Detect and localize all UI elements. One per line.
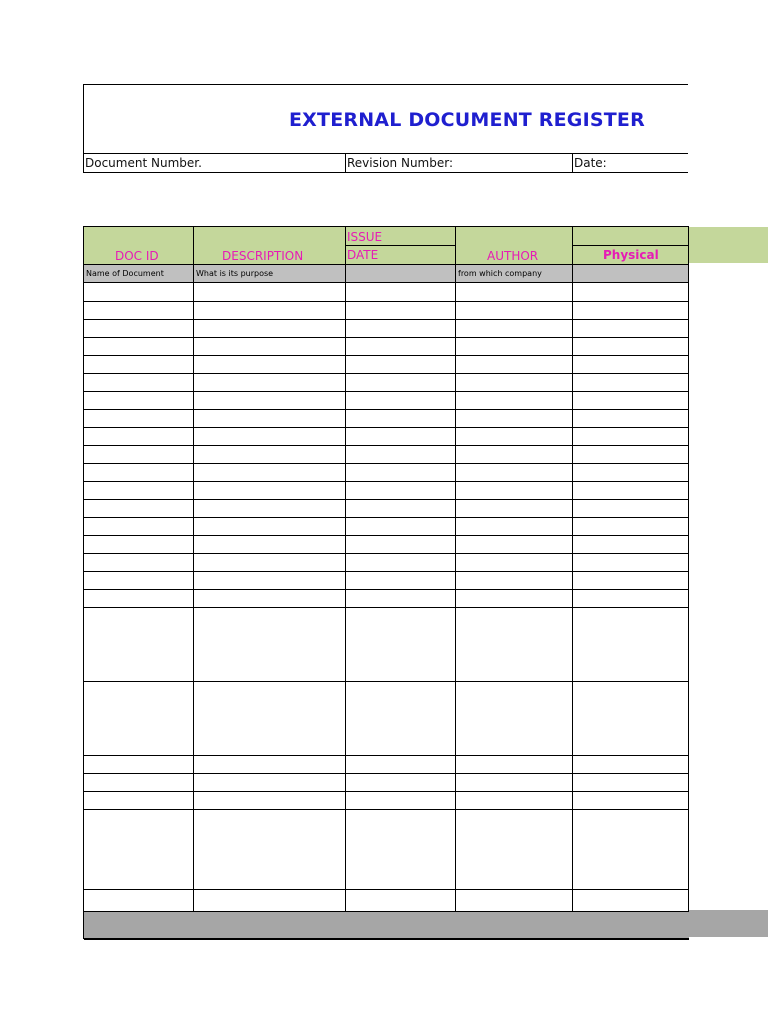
title-block [83, 84, 688, 173]
revision-number-field[interactable]: Revision Number: [346, 154, 573, 173]
column-divider-1 [193, 227, 194, 911]
page-title: EXTERNAL DOCUMENT REGISTER [289, 109, 645, 131]
table-row[interactable] [84, 373, 689, 391]
table-row[interactable] [84, 427, 689, 445]
header-divider-issue [346, 245, 456, 246]
table-row[interactable] [84, 301, 689, 319]
subheader-description: What is its purpose [196, 269, 274, 278]
document-meta-row [84, 153, 688, 172]
footer-fill-extension [688, 910, 768, 937]
table-row[interactable] [84, 571, 689, 589]
table-row[interactable] [84, 755, 689, 773]
column-divider-3 [455, 227, 456, 911]
table-row[interactable] [84, 391, 689, 409]
header-doc-id[interactable] [84, 227, 194, 264]
table-row[interactable] [84, 337, 689, 355]
table-row[interactable] [84, 445, 689, 463]
document-number-field[interactable]: Document Number. [84, 154, 346, 173]
column-divider-4 [572, 227, 573, 911]
table-row[interactable] [84, 409, 689, 427]
table-row[interactable] [84, 589, 689, 607]
header-doc-id-label: DOC ID [115, 249, 159, 263]
table-row[interactable] [84, 481, 689, 499]
header-physical-label: Physical [603, 248, 659, 262]
subheader-physical [573, 265, 689, 282]
table-row[interactable] [84, 553, 689, 571]
subheader-date [346, 265, 456, 282]
table-row[interactable] [84, 517, 689, 535]
table-row[interactable] [84, 463, 689, 481]
table-row[interactable] [84, 355, 689, 373]
table-row[interactable] [84, 681, 689, 755]
column-divider-5 [688, 227, 689, 911]
header-author-label: AUTHOR [487, 249, 539, 263]
header-author[interactable] [456, 227, 573, 264]
table-row[interactable] [84, 535, 689, 553]
header-issue-label: ISSUE [347, 230, 383, 244]
header-description[interactable] [194, 227, 346, 264]
table-row[interactable] [84, 283, 689, 301]
header-date[interactable] [346, 245, 456, 264]
header-divider-physical [573, 245, 689, 246]
subheader-doc-id: Name of Document [86, 269, 164, 278]
header-description-label: DESCRIPTION [222, 249, 304, 263]
table-row[interactable] [84, 319, 689, 337]
date-field[interactable]: Date: [574, 156, 607, 170]
header-fill-extension [688, 227, 768, 263]
row-divider [84, 889, 689, 890]
table-row[interactable] [84, 773, 689, 791]
header-date-label: DATE [347, 248, 379, 262]
table-row[interactable] [84, 791, 689, 809]
table-row[interactable] [84, 809, 689, 889]
subheader-row [84, 264, 689, 283]
register-table [83, 226, 689, 939]
subheader-author: from which company [458, 269, 542, 278]
header-issue[interactable] [346, 227, 456, 245]
column-divider-2 [345, 227, 346, 911]
table-row[interactable] [84, 607, 689, 681]
header-physical[interactable] [573, 245, 689, 264]
header-group-blank[interactable] [573, 227, 689, 245]
table-row[interactable] [84, 499, 689, 517]
table-footer-bar [84, 911, 689, 940]
